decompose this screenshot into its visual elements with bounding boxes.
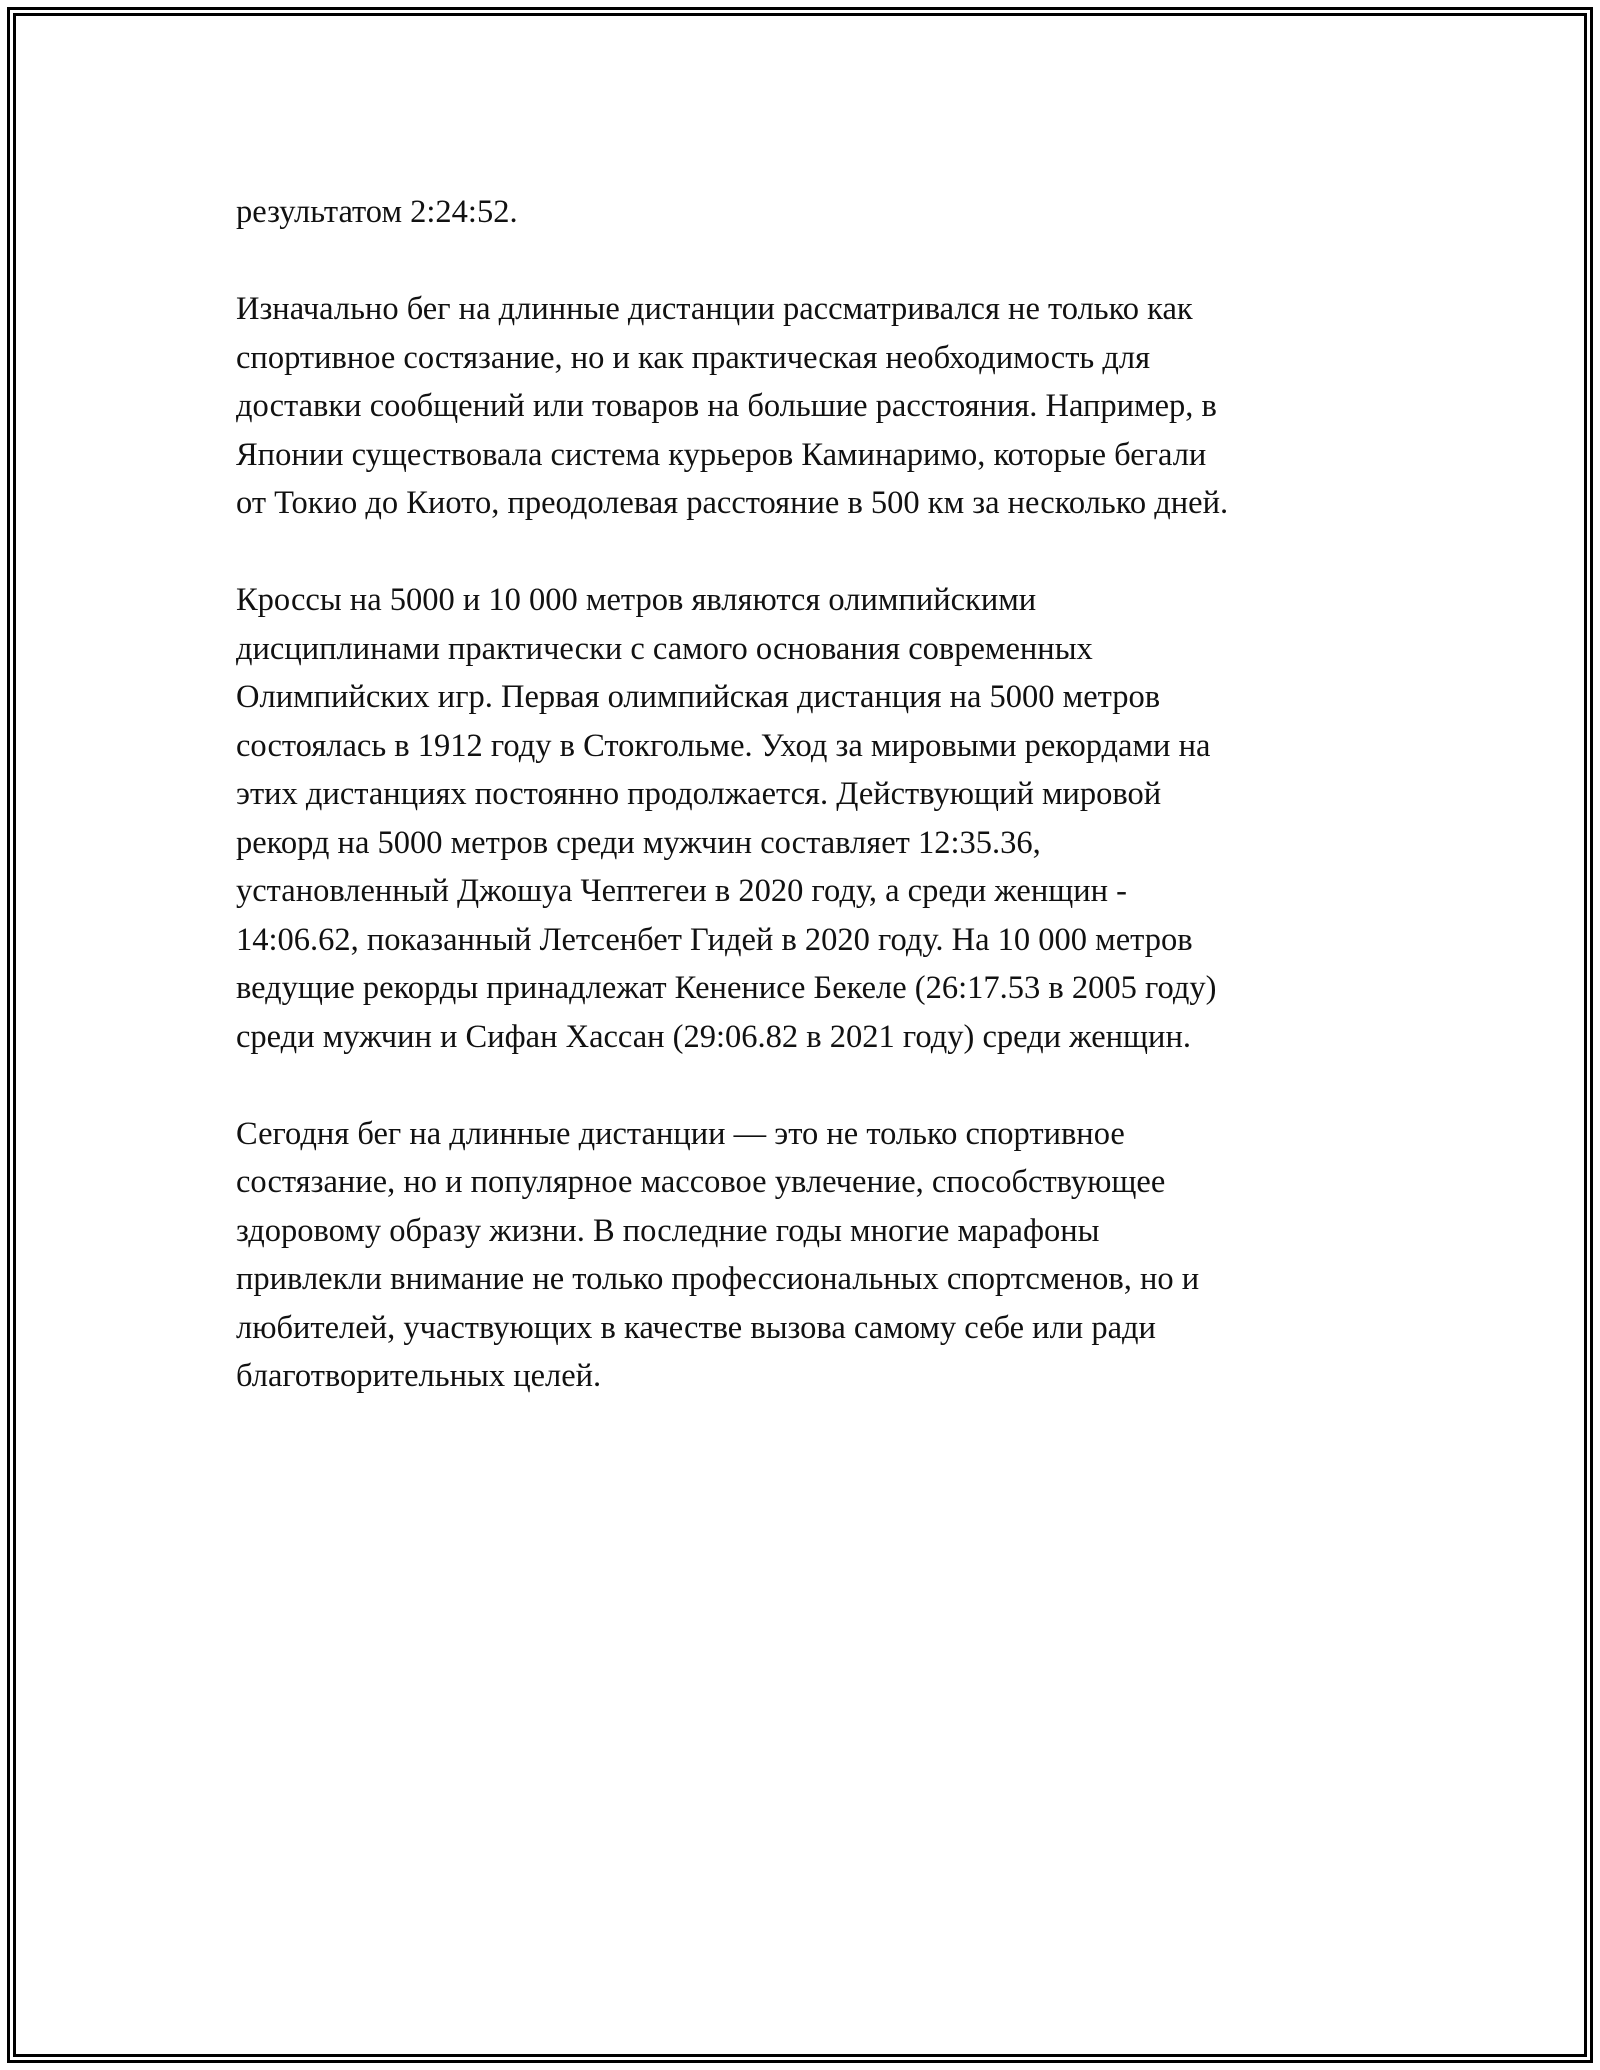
text-line: ведущие рекорды принадлежат Кененисе Бекеле (26:17.53 в 2005 году) — [236, 970, 1217, 1006]
text-line: здоровому образу жизни. В последние годы многие марафоны — [236, 1212, 1100, 1249]
text-line: от Токио до Киото, преодолевая расстояние в 500 км за несколько дней. — [236, 485, 1229, 521]
page-body — [236, 188, 1396, 1401]
paragraph-gap — [236, 237, 1396, 286]
text-line: результатом 2:24:52. — [236, 194, 518, 230]
paragraph-gap — [236, 1061, 1396, 1110]
text-line: Изначально бег на длинные дистанции рассматривался не только как — [236, 291, 1193, 327]
text-line: спортивное состязание, но и как практическая необходимость для — [236, 339, 1151, 376]
paragraph-gap — [236, 528, 1396, 577]
text-line: состоялась в 1912 году в Стокгольме. Уход за мировыми рекордами на — [236, 727, 1211, 764]
text-line: любителей, участвующих в качестве вызова самому себе или ради — [236, 1309, 1156, 1346]
text-line: Олимпийских игр. Первая олимпийская дистанция на 5000 метров — [236, 679, 1161, 715]
text-line: 14:06.62, показанный Летсенбет Гидей в 2020 году. На 10 000 метров — [236, 921, 1193, 958]
paragraph-3 — [236, 576, 1396, 1061]
text-line: дисциплинами практически с самого основания современных — [236, 630, 1093, 667]
text-line: Кроссы на 5000 и 10 000 метров являются олимпийскими — [236, 582, 1037, 618]
paragraph-1 — [236, 188, 1396, 237]
text-line: привлекли внимание не только профессиональных спортсменов, но и — [236, 1261, 1200, 1297]
text-line: этих дистанциях постоянно продолжается. Действующий мировой — [236, 776, 1162, 812]
text-line: Японии существовала система курьеров Каминаримо, которые бегали — [236, 436, 1207, 473]
text-line: Сегодня бег на длинные дистанции — это не только спортивное — [236, 1115, 1125, 1152]
text-line: благотворительных целей. — [236, 1358, 602, 1394]
paragraph-2 — [236, 285, 1396, 528]
text-line: среди мужчин и Сифан Хассан (29:06.82 в 2021 году) среди женщин. — [236, 1018, 1191, 1055]
paragraph-4 — [236, 1110, 1396, 1401]
text-line: состязание, но и популярное массовое увлечение, способствующее — [236, 1164, 1166, 1200]
text-line: доставки сообщений или товаров на большие расстояния. Например, в — [236, 388, 1217, 424]
text-line: рекорд на 5000 метров среди мужчин составляет 12:35.36, — [236, 824, 1041, 861]
text-line: установленный Джошуа Чептегеи в 2020 году, а среди женщин - — [236, 873, 1128, 909]
